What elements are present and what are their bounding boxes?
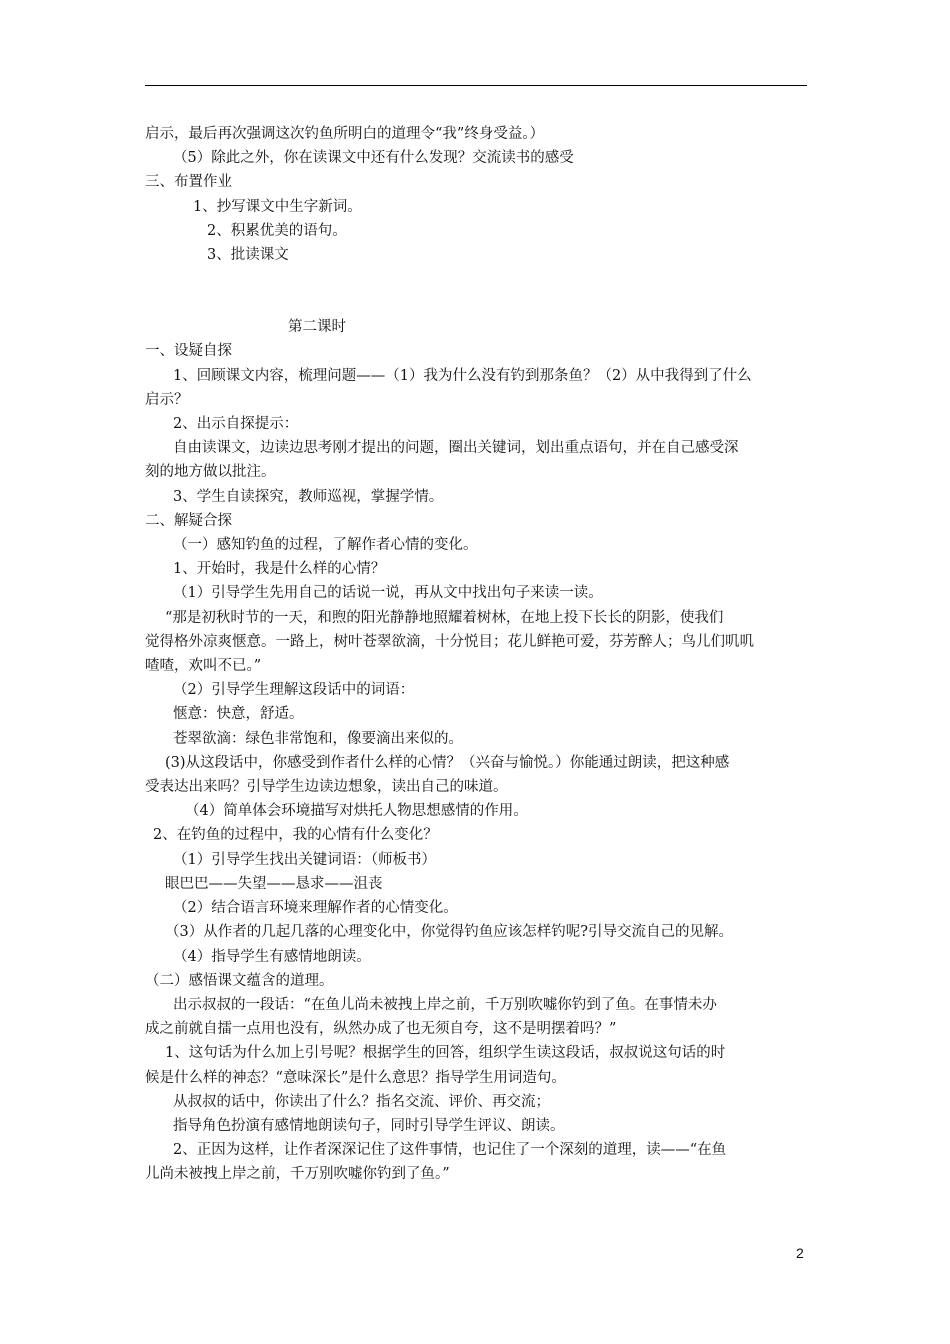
document-body <box>145 122 813 1187</box>
text-line: 1、回顾课文内容，梳理问题——（1）我为什么没有钓到那条鱼？（2）从中我得到了什么 <box>173 367 752 384</box>
text-line: 眼巴巴——失望——恳求——沮丧 <box>165 875 383 892</box>
text-line: （1）引导学生先用自己的话说一说，再从文中找出句子来读一读。 <box>173 585 603 602</box>
text-line: 苍翠欲滴：绿色非常饱和，像要滴出来似的。 <box>173 730 463 747</box>
list-item: 3、批读课文 <box>207 247 289 264</box>
text-line: 觉得格外凉爽惬意。一路上，树叶苍翠欲滴，十分悦目；花儿鲜艳可爱，芬芳醉人；鸟儿们叽叽 <box>145 633 754 650</box>
section-heading: 二、解疑合探 <box>145 512 232 529</box>
text-line: 刻的地方做以批注。 <box>145 464 276 481</box>
text-line: （2）结合语言环境来理解作者的心情变化。 <box>173 900 458 917</box>
text-line: （2）引导学生理解这段话中的词语： <box>173 682 415 699</box>
page-number: 2 <box>796 1245 804 1261</box>
text-line: 受表达出来吗？引导学生边读边想象，读出自己的味道。 <box>145 779 508 796</box>
text-line: 1、这句话为什么加上引号呢？根据学生的回答，组织学生读这段话，叔叔说这句话的时 <box>165 1045 726 1062</box>
text-line: 出示叔叔的一段话：“在鱼儿尚未被拽上岸之前，千万别吹嘘你钓到了鱼。在事情未办 <box>173 996 717 1013</box>
text-line: 儿尚未被拽上岸之前，千万别吹嘘你钓到了鱼。” <box>145 1166 450 1183</box>
section-heading: 三、布置作业 <box>145 174 232 191</box>
list-item: 1、抄写课文中生字新词。 <box>193 198 362 215</box>
text-line: 候是什么样的神态？“意味深长”是什么意思？指导学生用词造句。 <box>145 1069 566 1086</box>
text-line: 2、在钓鱼的过程中，我的心情有什么变化？ <box>153 827 438 844</box>
text-line: （3）从作者的几起几落的心理变化中，你觉得钓鱼应该怎样钓呢?引导交流自己的见解。 <box>165 924 733 941</box>
text-line: “那是初秋时节的一天，和煦的阳光静静地照耀着树林，在地上投下长长的阴影，使我们 <box>165 609 724 626</box>
text-line: 启示，最后再次强调这次钓鱼所明白的道理令“我”终身受益。） <box>145 126 545 142</box>
text-line: 指导角色扮演有感情地朗读句子，同时引导学生评议、朗读。 <box>173 1117 565 1134</box>
text-line: 2、出示自探提示： <box>173 416 299 433</box>
text-line: （1）引导学生找出关键词语：（师板书） <box>173 851 436 868</box>
text-line: （5）除此之外，你在读课文中还有什么发现？交流读书的感受 <box>173 150 574 167</box>
text-line: 自由读课文，边读边思考刚才提出的问题，圈出关键词，划出重点语句，并在自己感受深 <box>173 440 739 457</box>
lesson-title: 第二课时 <box>288 319 346 336</box>
text-line: 2、正因为这样，让作者深深记住了这件事情，也记住了一个深刻的道理，读——“在鱼 <box>173 1142 727 1159</box>
text-line: 喳喳，欢叫不已。” <box>145 658 262 675</box>
section-heading: 一、设疑自探 <box>145 343 232 360</box>
text-line: 惬意：快意，舒适。 <box>173 706 304 723</box>
text-line: （一）感知钓鱼的过程，了解作者心情的变化。 <box>173 537 478 554</box>
text-line: 3、学生自读探究，教师巡视，掌握学情。 <box>173 488 444 505</box>
text-line: 1、开始时，我是什么样的心情？ <box>173 561 386 578</box>
list-item: 2、积累优美的语句。 <box>207 222 347 239</box>
section-heading: （二）感悟课文蕴含的道理。 <box>145 972 334 989</box>
text-line: 成之前就自擂一点用也没有，纵然办成了也无须自夸，这不是明摆着吗？” <box>145 1021 617 1038</box>
spacer <box>145 267 813 315</box>
text-line: （4）指导学生有感情地朗读。 <box>173 948 371 965</box>
text-line: 启示？ <box>145 391 189 408</box>
text-line: 从叔叔的话中，你读出了什么？指名交流、评价、再交流； <box>173 1093 550 1110</box>
text-line: （4）简单体会环境描写对烘托人物思想感情的作用。 <box>185 803 528 820</box>
text-line: (3)从这段话中，你感受到作者什么样的心情？（兴奋与愉悦。）你能通过朗读，把这种感 <box>165 754 730 771</box>
header-rule <box>145 85 807 86</box>
